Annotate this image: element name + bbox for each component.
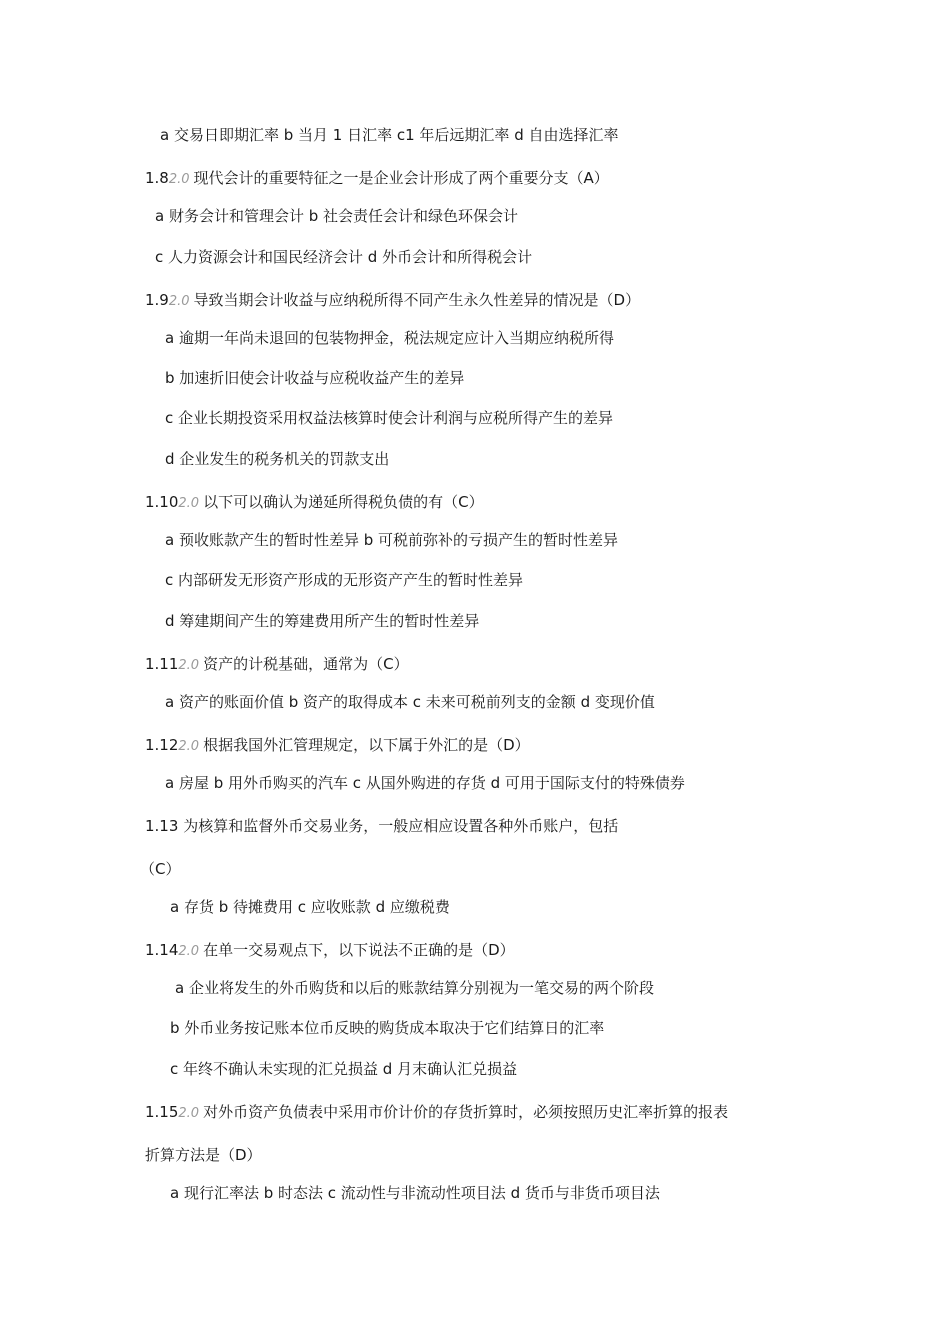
option-line: a 逾期一年尚未退回的包装物押金，税法规定应计入当期应纳税所得 [165,329,614,347]
option-line: a 企业将发生的外币购货和以后的账款结算分别视为一笔交易的两个阶段 [175,979,654,997]
score-label: 2.0 [178,1106,200,1121]
score-label: 2.0 [178,944,200,959]
question-1-10 [145,492,484,514]
question-text: 以下可以确认为递延所得税负债的有（C） [203,493,484,511]
question-number: 1.13 [145,817,179,835]
score-label: 2.0 [178,739,200,754]
option-line: a 预收账款产生的暂时性差异 b 可税前弥补的亏损产生的暂时性差异 [165,531,619,549]
question-1-14 [145,940,515,962]
question-number: 1.14 [145,941,179,959]
question-text: 导致当期会计收益与应纳税所得不同产生永久性差异的情况是（D） [193,291,641,309]
option-line: a 存货 b 待摊费用 c 应收账款 d 应缴税费 [170,898,450,916]
question-text: 在单一交易观点下，以下说法不正确的是（D） [203,941,515,959]
option-line: a 资产的账面价值 b 资产的取得成本 c 未来可税前列支的金额 d 变现价值 [165,693,655,711]
question-text: 根据我国外汇管理规定，以下属于外汇的是（D） [203,736,530,754]
question-1-8 [145,168,609,190]
score-label: 2.0 [178,658,200,673]
question-number: 1.10 [145,493,179,511]
option-line: a 房屋 b 用外币购买的汽车 c 从国外购进的存货 d 可用于国际支付的特殊债券 [165,774,685,792]
question-text: 为核算和监督外币交易业务，一般应相应设置各种外币账户，包括 [183,817,619,835]
score-label: 2.0 [168,294,190,309]
option-line: d 企业发生的税务机关的罚款支出 [165,450,390,468]
option-line: b 加速折旧使会计收益与应税收益产生的差异 [165,369,465,387]
option-line: c 人力资源会计和国民经济会计 d 外币会计和所得税会计 [155,248,533,266]
option-line: a 现行汇率法 b 时态法 c 流动性与非流动性项目法 d 货币与非货币项目法 [170,1184,660,1202]
question-number: 1.9 [145,291,169,309]
option-line: c 企业长期投资采用权益法核算时使会计利润与应税所得产生的差异 [165,409,614,427]
option-line: c 内部研发无形资产形成的无形资产产生的暂时性差异 [165,571,524,589]
question-1-15 [145,1102,728,1124]
option-line: c 年终不确认未实现的汇兑损益 d 月末确认汇兑损益 [170,1060,518,1078]
question-1-9 [145,290,640,312]
option-line: a 财务会计和管理会计 b 社会责任会计和绿色环保会计 [155,207,519,225]
option-line: a 交易日即期汇率 b 当月 1 日汇率 c1 年后远期汇率 d 自由选择汇率 [160,126,619,144]
question-text: 资产的计税基础，通常为（C） [203,655,409,673]
question-1-12 [145,735,530,757]
question-number: 1.15 [145,1103,179,1121]
question-1-11 [145,654,409,676]
option-line: b 外币业务按记账本位币反映的购货成本取决于它们结算日的汇率 [170,1019,605,1037]
option-line: d 筹建期间产生的筹建费用所产生的暂时性差异 [165,612,480,630]
score-label: 2.0 [178,496,200,511]
question-continuation: 折算方法是（D） [145,1146,262,1164]
score-label: 2.0 [168,172,190,187]
question-text: 现代会计的重要特征之一是企业会计形成了两个重要分支（A） [193,169,609,187]
question-1-13 [145,816,618,836]
question-number: 1.11 [145,655,179,673]
question-number: 1.8 [145,169,169,187]
question-number: 1.12 [145,736,179,754]
question-text: 对外币资产负债表中采用市价计价的存货折算时，必须按照历史汇率折算的报表 [203,1103,729,1121]
answer-line: （C） [140,860,181,878]
